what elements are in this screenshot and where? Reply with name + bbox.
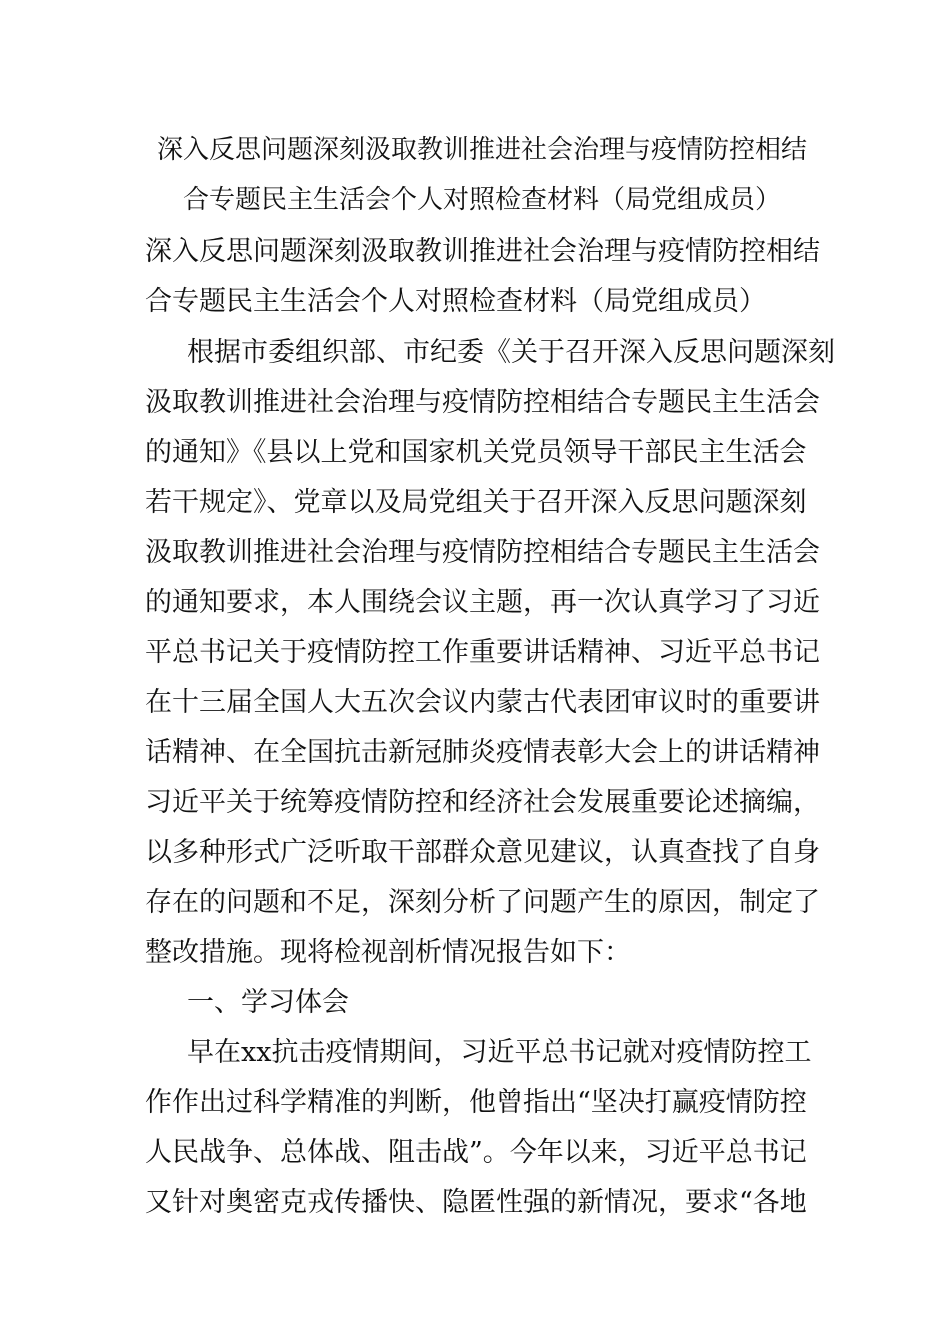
body-line-6: 的通知要求，本人围绕会议主题，再一次认真学习了习近 bbox=[145, 587, 820, 618]
body-line-11: 以多种形式广泛听取干部群众意见建议，认真查找了自身 bbox=[145, 837, 820, 868]
body-line-1: 根据市委组织部、市纪委《关于召开深入反思问题深刻 bbox=[187, 337, 835, 368]
section-line-3: 人民战争、总体战、阻击战”。今年以来，习近平总书记 bbox=[145, 1137, 807, 1168]
body-line-8: 在十三届全国人大五次会议内蒙古代表团审议时的重要讲 bbox=[145, 687, 820, 718]
section-line-2: 作作出过科学精准的判断，他曾指出“坚决打赢疫情防控 bbox=[145, 1087, 807, 1118]
heading-line-2: 合专题民主生活会个人对照检查材料（局党组成员） bbox=[145, 286, 766, 317]
section-heading: 一、学习体会 bbox=[187, 987, 349, 1018]
body-line-4: 若干规定》、党章以及局党组关于召开深入反思问题深刻 bbox=[145, 487, 807, 518]
body-line-7: 平总书记关于疫情防控工作重要讲话精神、习近平总书记 bbox=[145, 637, 820, 668]
title-line-2: 合专题民主生活会个人对照检查材料（局党组成员） bbox=[183, 185, 782, 215]
body-line-10: 习近平关于统筹疫情防控和经济社会发展重要论述摘编， bbox=[145, 787, 820, 818]
body-line-2: 汲取教训推进社会治理与疫情防控相结合专题民主生活会 bbox=[145, 387, 820, 418]
heading-line-1: 深入反思问题深刻汲取教训推进社会治理与疫情防控相结 bbox=[145, 236, 820, 267]
section-line-1: 早在xx抗击疫情期间，习近平总书记就对疫情防控工 bbox=[187, 1037, 812, 1068]
body-line-3: 的通知》《县以上党和国家机关党员领导干部民主生活会 bbox=[145, 437, 807, 468]
body-line-9: 话精神、在全国抗击新冠肺炎疫情表彰大会上的讲话精神 bbox=[145, 737, 820, 768]
body-line-5: 汲取教训推进社会治理与疫情防控相结合专题民主生活会 bbox=[145, 537, 820, 568]
body-line-13: 整改措施。现将检视剖析情况报告如下： bbox=[145, 937, 631, 968]
title-line-1: 深入反思问题深刻汲取教训推进社会治理与疫情防控相结 bbox=[157, 135, 808, 165]
section-line-4: 又针对奥密克戎传播快、隐匿性强的新情况，要求“各地 bbox=[145, 1187, 807, 1218]
body-line-12: 存在的问题和不足，深刻分析了问题产生的原因，制定了 bbox=[145, 887, 820, 918]
